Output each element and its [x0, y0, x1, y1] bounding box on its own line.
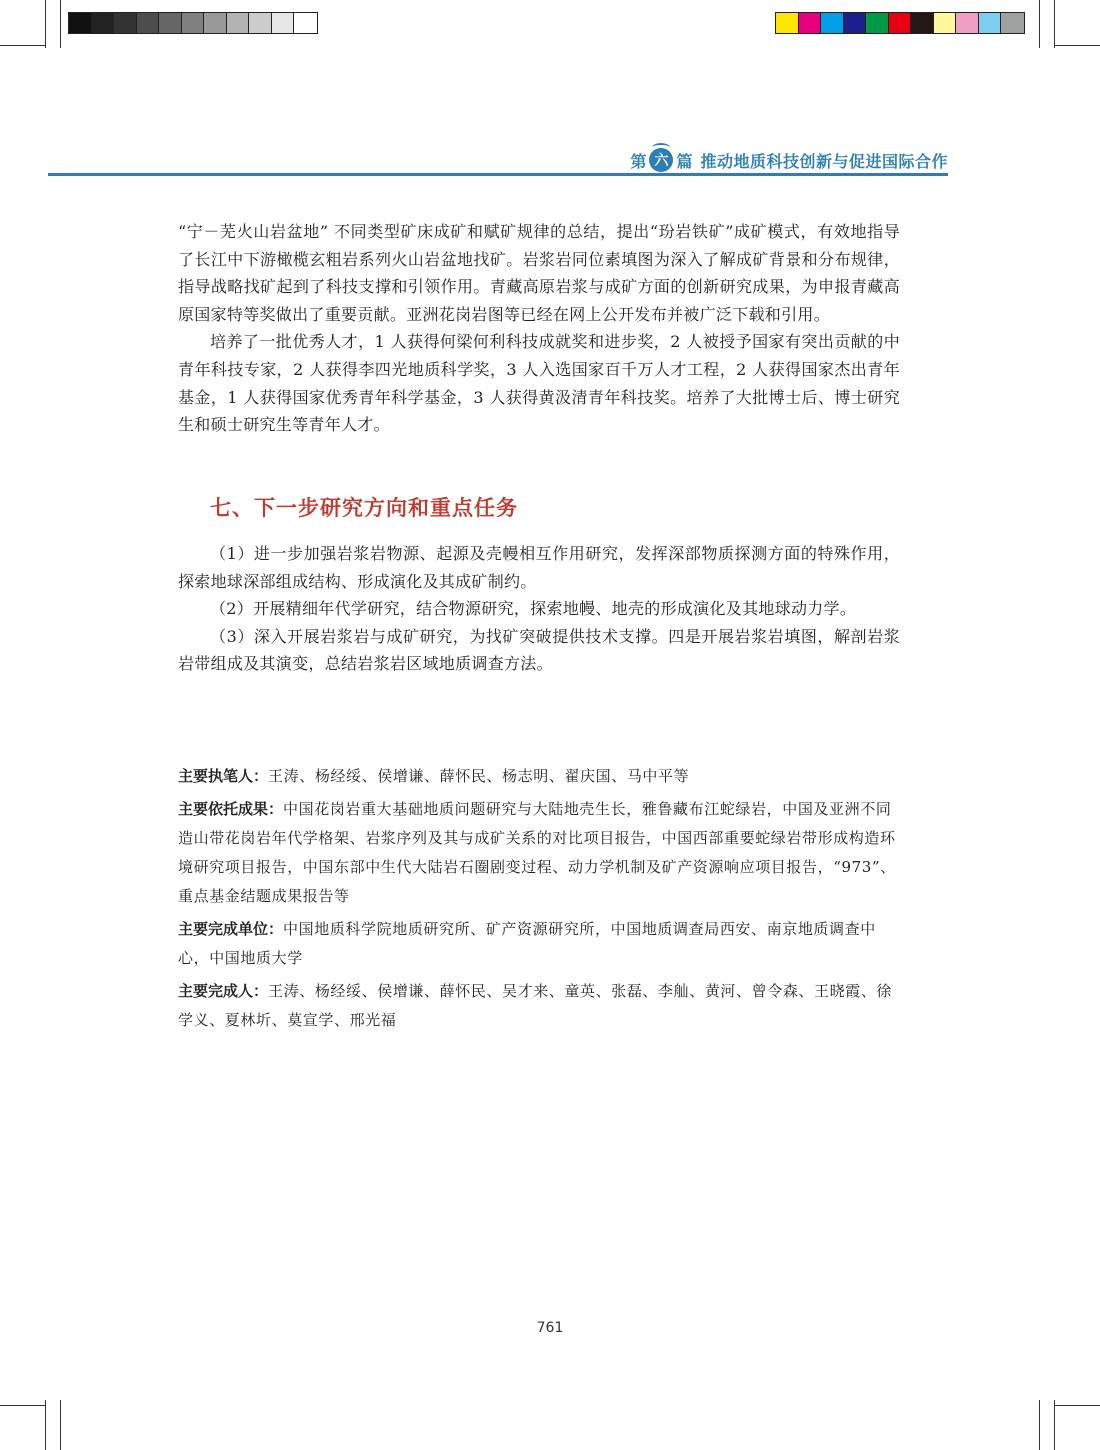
credit-value: 中国花岗岩重大基础地质问题研究与大陆地壳生长，雅鲁藏布江蛇绿岩，中国及亚洲不同造山带花岗岩年代学格架、岩浆序列及其与成矿关系的对比项目报告，中国西部重要蛇绿岩带形成构造环境研究项目报告，中国东部中生代大陆岩石圈剧变过程、动力学机制及矿产资源响应项目报告，“973”、重点基金结题成果报告等 [178, 800, 896, 905]
credit-label: 主要执笔人： [178, 767, 269, 785]
calibration-swatch [889, 13, 912, 33]
calibration-swatch [272, 13, 295, 33]
calibration-swatch [799, 13, 822, 33]
crop-mark-br-v [1039, 1400, 1040, 1450]
calibration-swatch [182, 13, 205, 33]
calibration-swatch [204, 13, 227, 33]
task-item-2: （2）开展精细年代学研究，结合物源研究，探索地幔、地壳的形成演化及其地球动力学。 [210, 599, 857, 619]
crop-mark-bl-v2 [45, 1400, 46, 1450]
body-paragraph-1: “宁－芜火山岩盆地” 不同类型矿床成矿和赋矿规律的总结，提出“玢岩铁矿”成矿模式，有效地指导了长江中下游橄榄玄粗岩系列火山岩盆地找矿。岩浆岩同位素填图为深入了解成矿背景和分布规律，指导战略找矿起到了科技支撑和引领作用。青藏高原岩浆与成矿方面的创新研究成果，为申报青藏高原国家特等奖做出了重要贡献。亚洲花岗岩图等已经在网上公开发布并被广泛下载和引用。 [178, 222, 900, 324]
page-header [48, 140, 948, 176]
section-title: 七、下一步研究方向和重点任务 [210, 496, 518, 520]
task-list [178, 540, 900, 678]
calibration-swatch [227, 13, 250, 33]
crop-mark-br-v2 [1054, 1400, 1055, 1450]
chapter-heading [630, 148, 948, 172]
chapter-number-badge: 六 [649, 148, 673, 172]
calibration-swatch [776, 13, 799, 33]
credit-authors [178, 762, 900, 791]
body-text [178, 218, 900, 439]
calibration-swatch [956, 13, 979, 33]
crop-mark-br-h [1055, 1405, 1100, 1406]
task-item-3: （3）深入开展岩浆岩与成矿研究，为找矿突破提供技术支撑。四是开展岩浆岩填图，解剖岩浆岩带组成及其演变，总结岩浆岩区域地质调查方法。 [178, 626, 900, 674]
calibration-swatch [137, 13, 160, 33]
credit-label: 主要依托成果： [178, 800, 284, 818]
crop-mark-tl-v [60, 0, 61, 48]
calibration-swatch [866, 13, 889, 33]
calibration-swatch [934, 13, 957, 33]
calibration-swatch [1001, 13, 1024, 33]
crop-mark-tr-v2 [1054, 0, 1055, 48]
credit-completers [178, 977, 900, 1035]
calibration-swatch [844, 13, 867, 33]
crop-mark-bl-v [60, 1400, 61, 1450]
crop-mark-tl-v2 [45, 0, 46, 48]
grayscale-calibration-bar [68, 12, 318, 34]
chapter-prefix: 第 [630, 151, 647, 171]
body-paragraph-2: 培养了一批优秀人才，1 人获得何梁何利科技成就奖和进步奖，2 人被授予国家有突出贡献的中青年科技专家，2 人获得李四光地质科学奖，3 人入选国家百千万人才工程，2 人获得国家杰出青年基金，1 人获得国家优秀青年科学基金，3 人获得黄汲清青年科技奖。培养了大批博士后、博士研究生和硕士研究生等青年人才。 [178, 332, 900, 435]
calibration-swatch [92, 13, 115, 33]
page-number: 761 [536, 1320, 564, 1336]
calibration-swatch [69, 13, 92, 33]
crop-mark-bl-h [0, 1405, 45, 1406]
credit-label: 主要完成单位： [178, 920, 284, 938]
calibration-swatch [159, 13, 182, 33]
credits-block [178, 762, 900, 1039]
credit-value: 王涛、杨经绥、侯增谦、薛怀民、杨志明、翟庆国、马中平等 [268, 767, 690, 785]
calibration-swatch [294, 13, 317, 33]
chapter-suffix: 篇 [676, 151, 693, 171]
credit-value: 中国地质科学院地质研究所、矿产资源研究所，中国地质调查局西安、南京地质调查中心，中国地质大学 [178, 920, 876, 967]
calibration-swatch [979, 13, 1002, 33]
header-rule [48, 173, 948, 176]
credit-label: 主要完成人： [178, 982, 269, 1000]
crop-mark-tl-h [0, 45, 45, 46]
task-item-1: （1）进一步加强岩浆岩物源、起源及壳幔相互作用研究，发挥深部物质探测方面的特殊作用，探索地球深部组成结构、形成演化及其成矿制约。 [178, 544, 900, 591]
color-calibration-bar [775, 12, 1025, 34]
calibration-swatch [911, 13, 934, 33]
calibration-swatch [249, 13, 272, 33]
calibration-swatch [114, 13, 137, 33]
crop-mark-tr-v [1039, 0, 1040, 48]
calibration-swatch [821, 13, 844, 33]
credit-units [178, 915, 900, 973]
credit-results [178, 795, 900, 911]
crop-mark-tr-h [1055, 45, 1100, 46]
credit-value: 王涛、杨经绥、侯增谦、薛怀民、吴才来、童英、张磊、李舢、黄河、曾令森、王晓霞、徐学义、夏林圻、莫宣学、邢光福 [178, 982, 893, 1029]
chapter-title: 推动地质科技创新与促进国际合作 [700, 151, 948, 171]
